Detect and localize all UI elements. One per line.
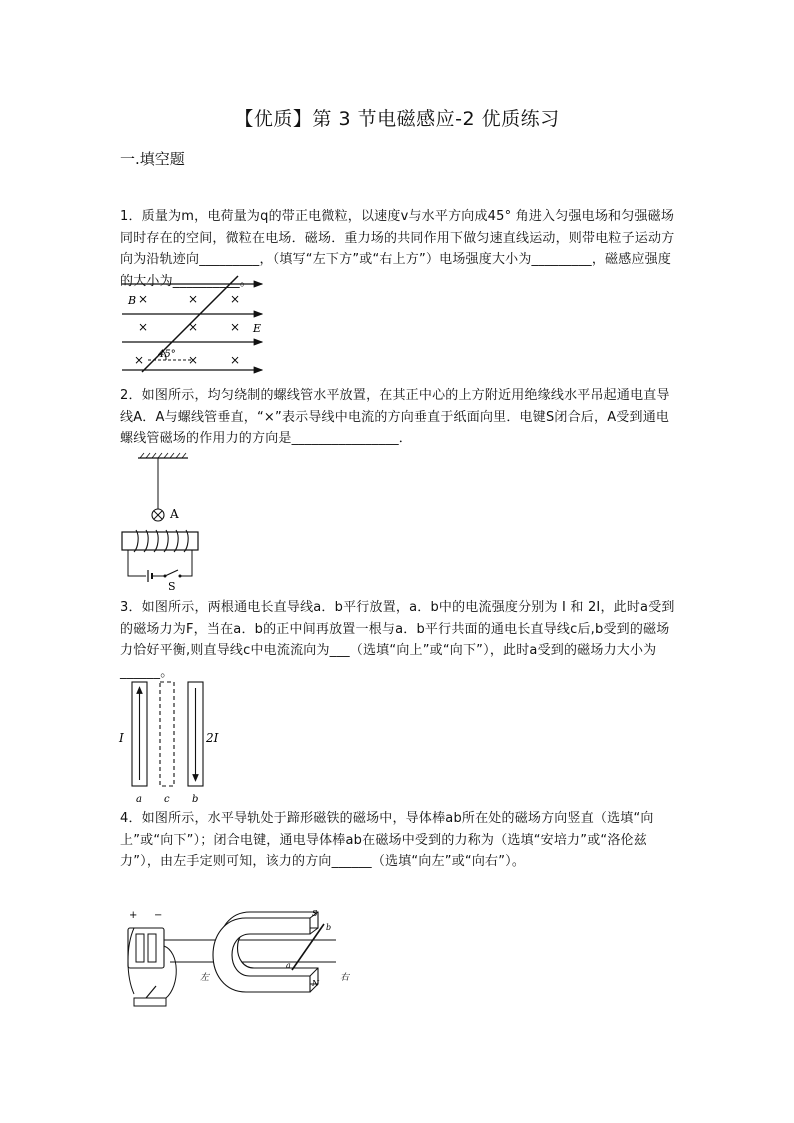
question-3-text: 3．如图所示，两根通电长直导线a．b平行放置，a．b中的电流强度分别为 I 和 2I，此时a受到的磁场力为F，当在a．b的正中间再放置一根与a．b平行共面的通电长直导线c后,b受到的磁场力恰好平衡,则直导线c中电流流向为___（选填“向上”或“向下”），此时a受到的磁场力大小为______。 (120, 600, 675, 680)
switch-S (165, 570, 178, 576)
cross-mark: × (188, 292, 199, 306)
label-A: A (170, 507, 179, 521)
section-heading: 一.填空题 (120, 150, 185, 168)
circuit-wire (128, 550, 146, 576)
label-2I: 2I (206, 731, 219, 745)
ceiling-hatch (140, 453, 186, 458)
cross-mark: × (188, 320, 199, 334)
label-b-rod: b (326, 923, 332, 932)
question-2 (120, 385, 680, 450)
cross-mark: × (188, 353, 199, 367)
page-title: 【优质】第 3 节电磁感应-2 优质练习 (234, 108, 560, 130)
cross-mark: × (138, 320, 149, 334)
q1-figure (118, 276, 278, 372)
label-a-rod: a (286, 961, 291, 970)
label-N-pole: N (312, 979, 319, 988)
angle-label: 45° (158, 349, 176, 360)
label-B: B (128, 294, 137, 307)
label-right: 右 (340, 973, 350, 983)
q4-figure (122, 906, 358, 1014)
label-b: b (192, 794, 199, 805)
question-4 (120, 808, 680, 873)
label-S-pole: S (312, 909, 318, 918)
question-2-text: 2．如图所示，均匀绕制的螺线管水平放置，在其正中心的上方附近用绝缘线水平吊起通电直导线A．A与螺线管垂直，“×”表示导线中电流的方向垂直于纸面向里．电键S闭合后，A受到通电螺线管磁场的作用力的方向是________________． (120, 388, 670, 446)
label-c: c (164, 794, 170, 805)
label-a: a (136, 794, 142, 805)
label-E: E (253, 322, 262, 335)
circuit-wire (164, 946, 176, 998)
cross-mark: × (134, 353, 145, 367)
question-3 (120, 597, 680, 683)
plus-sign: + (129, 910, 138, 921)
label-I: I (119, 731, 124, 745)
circuit-wire (180, 550, 192, 576)
q2-figure (120, 452, 210, 592)
q3-figure (116, 678, 226, 806)
cross-mark: × (230, 353, 241, 367)
wire-c (160, 682, 174, 786)
cross-mark: × (138, 292, 149, 306)
battery-box (128, 928, 164, 968)
label-left: 左 (200, 973, 210, 983)
cross-mark: × (230, 320, 241, 334)
horseshoe-magnet-front (213, 918, 310, 992)
minus-sign: − (154, 910, 163, 921)
question-4-text: 4．如图所示，水平导轨处于蹄形磁铁的磁场中，导体棒ab所在处的磁场方向竖直（选填“向上”或“向下”）；闭合电键，通电导体棒ab在磁场中受到的力称为（选填“安培力”或“洛伦兹力”），由左手定则可知，该力的方向______（选填“向左”或“向右”）。 (120, 811, 654, 869)
label-S: S (168, 580, 176, 593)
question-1-text: 1．质量为m，电荷量为q的带正电微粒，以速度v与水平方向成45° 角进入匀强电场和匀强磁场同时存在的空间，微粒在电场．磁场．重力场的共同作用下做匀速直线运动，则带电粒子运动方向为沿轨迹向_________，（填写“左下方”或“右上方”）电场强度大小为_________，磁感应强度的大小为__________。 (120, 209, 675, 289)
cross-mark: × (230, 292, 241, 306)
switch-lever (146, 986, 156, 998)
switch-base (134, 998, 166, 1006)
